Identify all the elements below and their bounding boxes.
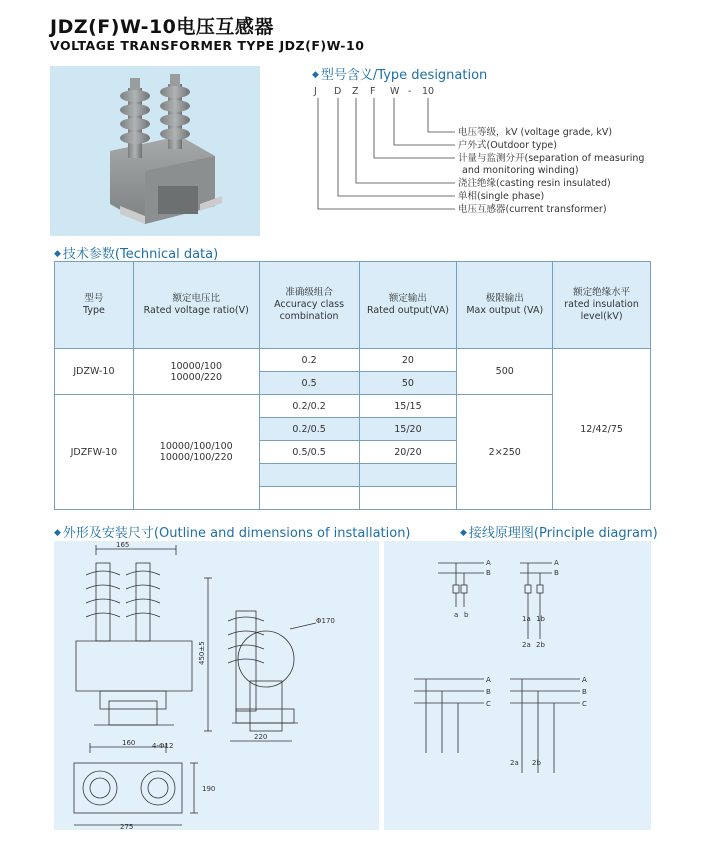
- label-1a: 1a: [522, 615, 531, 623]
- label-b: b: [464, 611, 469, 619]
- label-1b: 1b: [536, 615, 545, 623]
- transformer-illustration: [50, 66, 260, 236]
- desig-label-transformer: 电压互感器(current transformer): [458, 204, 607, 215]
- header-insulation: 额定绝缘水平 rated insulation level(kV): [553, 262, 651, 349]
- label-2b: 2b: [536, 641, 545, 649]
- label-B2: B: [554, 569, 559, 577]
- header-output: 额定输出 Rated output(VA): [359, 262, 457, 349]
- cell-type-jdzw: JDZW-10: [55, 349, 134, 395]
- cell-out: 20: [359, 349, 457, 372]
- label-A2: A: [554, 559, 559, 567]
- header-accuracy: 准确级组合 Accuracy class combination: [259, 262, 359, 349]
- dim-160: 160: [122, 739, 136, 747]
- label-C3: C: [486, 700, 491, 708]
- cell-insulation: 12/42/75: [553, 349, 651, 510]
- cell-empty: [359, 464, 457, 487]
- cell-empty: [259, 464, 359, 487]
- label-a: a: [454, 611, 459, 619]
- table-row: [55, 349, 651, 372]
- page-title: JDZ(F)W-10电压互感器: [50, 16, 274, 38]
- outline-heading: ◆ 外形及安装尺寸(Outline and dimensions of installation): [54, 526, 411, 541]
- label-2a-2: 2a: [510, 759, 519, 767]
- header-max-output: 极限输出 Max output (VA): [457, 262, 553, 349]
- code-dash: -: [408, 86, 412, 97]
- designation-diagram: [300, 82, 670, 222]
- cell-out: 50: [359, 372, 457, 395]
- header-type: 型号 Type: [55, 262, 134, 349]
- cell-max-jdzw: 500: [457, 349, 553, 395]
- technical-heading: ◆ 技术参数(Technical data): [54, 247, 219, 262]
- cell-max-jdzfw: 2×250: [457, 395, 553, 510]
- label-A3: A: [486, 676, 491, 684]
- dim-220: 220: [254, 733, 268, 741]
- cell-acc: 0.2/0.5: [259, 418, 359, 441]
- dim-4phi12: 4-Φ12: [152, 742, 174, 750]
- label-A: A: [486, 559, 491, 567]
- desig-label-voltage: 电压等级，kV (voltage grade, kV): [458, 127, 613, 138]
- code-W: W: [390, 86, 400, 97]
- label-B4: B: [582, 688, 587, 696]
- cell-acc: 0.5: [259, 372, 359, 395]
- designation-heading: ◆ 型号含义/Type designation: [312, 68, 488, 83]
- label-B: B: [486, 569, 491, 577]
- cell-empty: [359, 487, 457, 510]
- cell-ratio-jdzfw: 10000/100/100 10000/100/220: [133, 395, 259, 510]
- technical-table: [54, 261, 651, 510]
- cell-acc: 0.5/0.5: [259, 441, 359, 464]
- cell-ratio-jdzw: 10000/100 10000/220: [133, 349, 259, 395]
- page-subtitle: VOLTAGE TRANSFORMER TYPE JDZ(F)W-10: [50, 38, 365, 53]
- desig-label-separation: 计量与监测分开(separation of measuring: [458, 153, 645, 164]
- label-2b-2: 2b: [532, 759, 541, 767]
- code-F: F: [370, 86, 376, 97]
- label-C4: C: [582, 700, 587, 708]
- desig-label-resin: 浇注绝缘(casting resin insulated): [458, 178, 611, 189]
- outline-svg: [54, 541, 379, 830]
- dim-275: 275: [120, 823, 134, 830]
- header-ratio: 额定电压比 Rated voltage ratio(V): [133, 262, 259, 349]
- outline-drawing: [54, 541, 379, 830]
- product-photo: [50, 66, 260, 236]
- label-A4: A: [582, 676, 587, 684]
- principle-diagram: [384, 541, 651, 830]
- code-J: J: [314, 86, 317, 97]
- dim-phi170: Φ170: [316, 617, 335, 625]
- cell-empty: [259, 487, 359, 510]
- dim-450: 450±5: [198, 641, 206, 665]
- dim-190: 190: [202, 785, 216, 793]
- dim-165: 165: [116, 541, 130, 549]
- code-D: D: [334, 86, 342, 97]
- cell-out: 15/20: [359, 418, 457, 441]
- code-Z: Z: [352, 86, 359, 97]
- cell-out: 20/20: [359, 441, 457, 464]
- cell-out: 15/15: [359, 395, 457, 418]
- desig-label-outdoor: 户外式(Outdoor type): [458, 140, 557, 151]
- principle-heading: ◆ 接线原理图(Principle diagram): [460, 526, 658, 541]
- desig-label-separation-2: and monitoring winding): [462, 165, 579, 176]
- code-10: 10: [422, 86, 435, 97]
- cell-type-jdzfw: JDZFW-10: [55, 395, 134, 510]
- table-header-row: [55, 262, 651, 349]
- label-2a: 2a: [522, 641, 531, 649]
- label-B3: B: [486, 688, 491, 696]
- cell-acc: 0.2/0.2: [259, 395, 359, 418]
- desig-label-phase: 单相(single phase): [458, 191, 545, 202]
- principle-svg: [384, 541, 651, 830]
- cell-acc: 0.2: [259, 349, 359, 372]
